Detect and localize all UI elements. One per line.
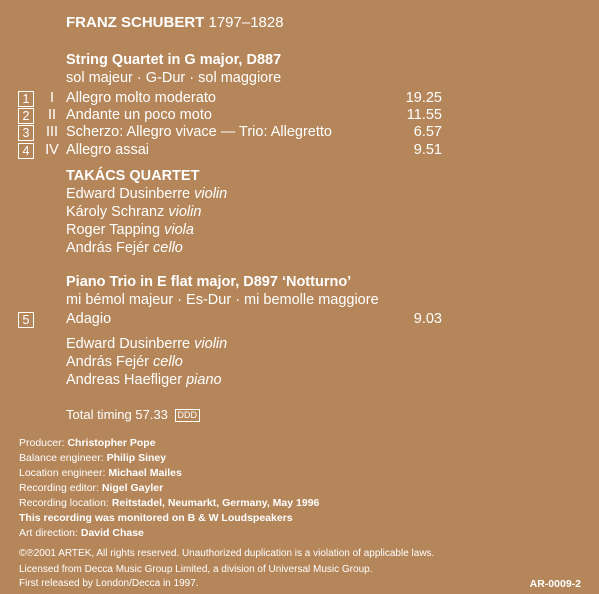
release-notice: First released by London/Decca in 1997. bbox=[19, 578, 199, 589]
performer-line bbox=[66, 372, 222, 388]
track-title: Andante un poco moto bbox=[66, 107, 212, 123]
track-number: 2 bbox=[18, 108, 34, 124]
work2-title: Piano Trio in E flat major, D897 ‘Notturno’ bbox=[66, 274, 352, 290]
track-number: 5 bbox=[18, 312, 34, 328]
composer-dates: 1797–1828 bbox=[208, 14, 284, 31]
license-notice: Licensed from Decca Music Group Limited, a division of Universal Music Group. bbox=[19, 564, 373, 575]
performer-instrument: piano bbox=[186, 372, 222, 388]
performer-line bbox=[66, 222, 194, 238]
movement-number: IV bbox=[45, 142, 59, 158]
catalog-number: AR-0009-2 bbox=[529, 578, 581, 590]
credit-line bbox=[19, 451, 319, 466]
composer-header bbox=[66, 14, 284, 31]
track-number: 1 bbox=[18, 91, 34, 107]
performer-instrument: viola bbox=[164, 222, 194, 238]
track-title: Adagio bbox=[66, 311, 112, 327]
credit-value: Christopher Pope bbox=[67, 437, 156, 449]
performer-line bbox=[66, 336, 227, 352]
credit-label: Balance engineer: bbox=[19, 452, 104, 464]
track-number: 4 bbox=[18, 143, 34, 159]
credit-value: Reitstadel, Neumarkt, Germany, May 1996 bbox=[111, 497, 320, 509]
work2-key-variants: mi bémol majeur · Es-Dur · mi bemolle maggiore bbox=[66, 292, 379, 308]
performer-name: Roger Tapping bbox=[66, 222, 161, 238]
performer-name: András Fejér bbox=[66, 240, 150, 256]
track-number: 3 bbox=[18, 125, 34, 141]
credit-line bbox=[19, 481, 319, 496]
performer-instrument: violin bbox=[194, 186, 228, 202]
credit-label: Recording editor: bbox=[19, 482, 99, 494]
composer-name: FRANZ SCHUBERT bbox=[66, 14, 205, 31]
track-row bbox=[0, 124, 460, 142]
performer-line bbox=[66, 186, 227, 202]
performer-instrument: violin bbox=[194, 336, 228, 352]
track-title: Scherzo: Allegro vivace — Trio: Allegretto bbox=[66, 124, 332, 140]
credit-value: Nigel Gayler bbox=[101, 482, 164, 494]
credit-label: Producer: bbox=[19, 437, 65, 449]
copyright-notice: ©℗2001 ARTEK, All rights reserved. Unauthorized duplication is a violation of applicable laws. bbox=[19, 548, 435, 559]
credits-block bbox=[19, 436, 319, 541]
work1-key-variants: sol majeur · G-Dur · sol maggiore bbox=[66, 70, 282, 86]
performer-name: Andreas Haefliger bbox=[66, 372, 183, 388]
track-time: 9.03 bbox=[413, 311, 442, 327]
credit-line bbox=[19, 496, 319, 511]
credit-value: Michael Mailes bbox=[108, 467, 182, 479]
total-timing bbox=[66, 407, 200, 422]
track-time: 6.57 bbox=[413, 124, 442, 140]
track-title: Allegro molto moderato bbox=[66, 90, 216, 106]
credit-label: Recording location: bbox=[19, 497, 109, 509]
credit-label: Art direction: bbox=[19, 527, 78, 539]
performer-line bbox=[66, 354, 183, 370]
performer-name: Edward Dusinberre bbox=[66, 336, 191, 352]
track-row bbox=[0, 90, 460, 108]
work1-title: String Quartet in G major, D887 bbox=[66, 52, 282, 68]
track-row bbox=[0, 142, 460, 160]
ensemble-name: TAKÁCS QUARTET bbox=[66, 168, 200, 184]
movement-number: I bbox=[49, 90, 55, 106]
credit-line bbox=[19, 526, 319, 541]
ddd-badge: DDD bbox=[175, 409, 201, 422]
performer-line bbox=[66, 240, 183, 256]
movement-number: II bbox=[47, 107, 57, 123]
credit-value: Philip Siney bbox=[106, 452, 167, 464]
credit-label: Location engineer: bbox=[19, 467, 106, 479]
track-row bbox=[0, 311, 460, 329]
performer-instrument: violin bbox=[168, 204, 202, 220]
performer-name: András Fejér bbox=[66, 354, 150, 370]
track-time: 11.55 bbox=[406, 107, 442, 123]
monitor-note: This recording was monitored on B & W Loudspeakers bbox=[19, 512, 293, 524]
performer-line bbox=[66, 204, 201, 220]
credit-value: David Chase bbox=[80, 527, 144, 539]
credit-line bbox=[19, 511, 319, 526]
track-time: 19.25 bbox=[405, 90, 442, 106]
performer-instrument: cello bbox=[153, 240, 183, 256]
credit-line bbox=[19, 436, 319, 451]
movement-number: III bbox=[45, 124, 59, 140]
credit-line bbox=[19, 466, 319, 481]
performer-name: Edward Dusinberre bbox=[66, 186, 191, 202]
performer-instrument: cello bbox=[153, 354, 183, 370]
total-timing-label: Total timing bbox=[66, 407, 132, 422]
performer-name: Károly Schranz bbox=[66, 204, 165, 220]
track-title: Allegro assai bbox=[66, 142, 150, 158]
track-row bbox=[0, 107, 460, 125]
track-time: 9.51 bbox=[413, 142, 442, 158]
total-timing-value: 57.33 bbox=[135, 407, 168, 422]
